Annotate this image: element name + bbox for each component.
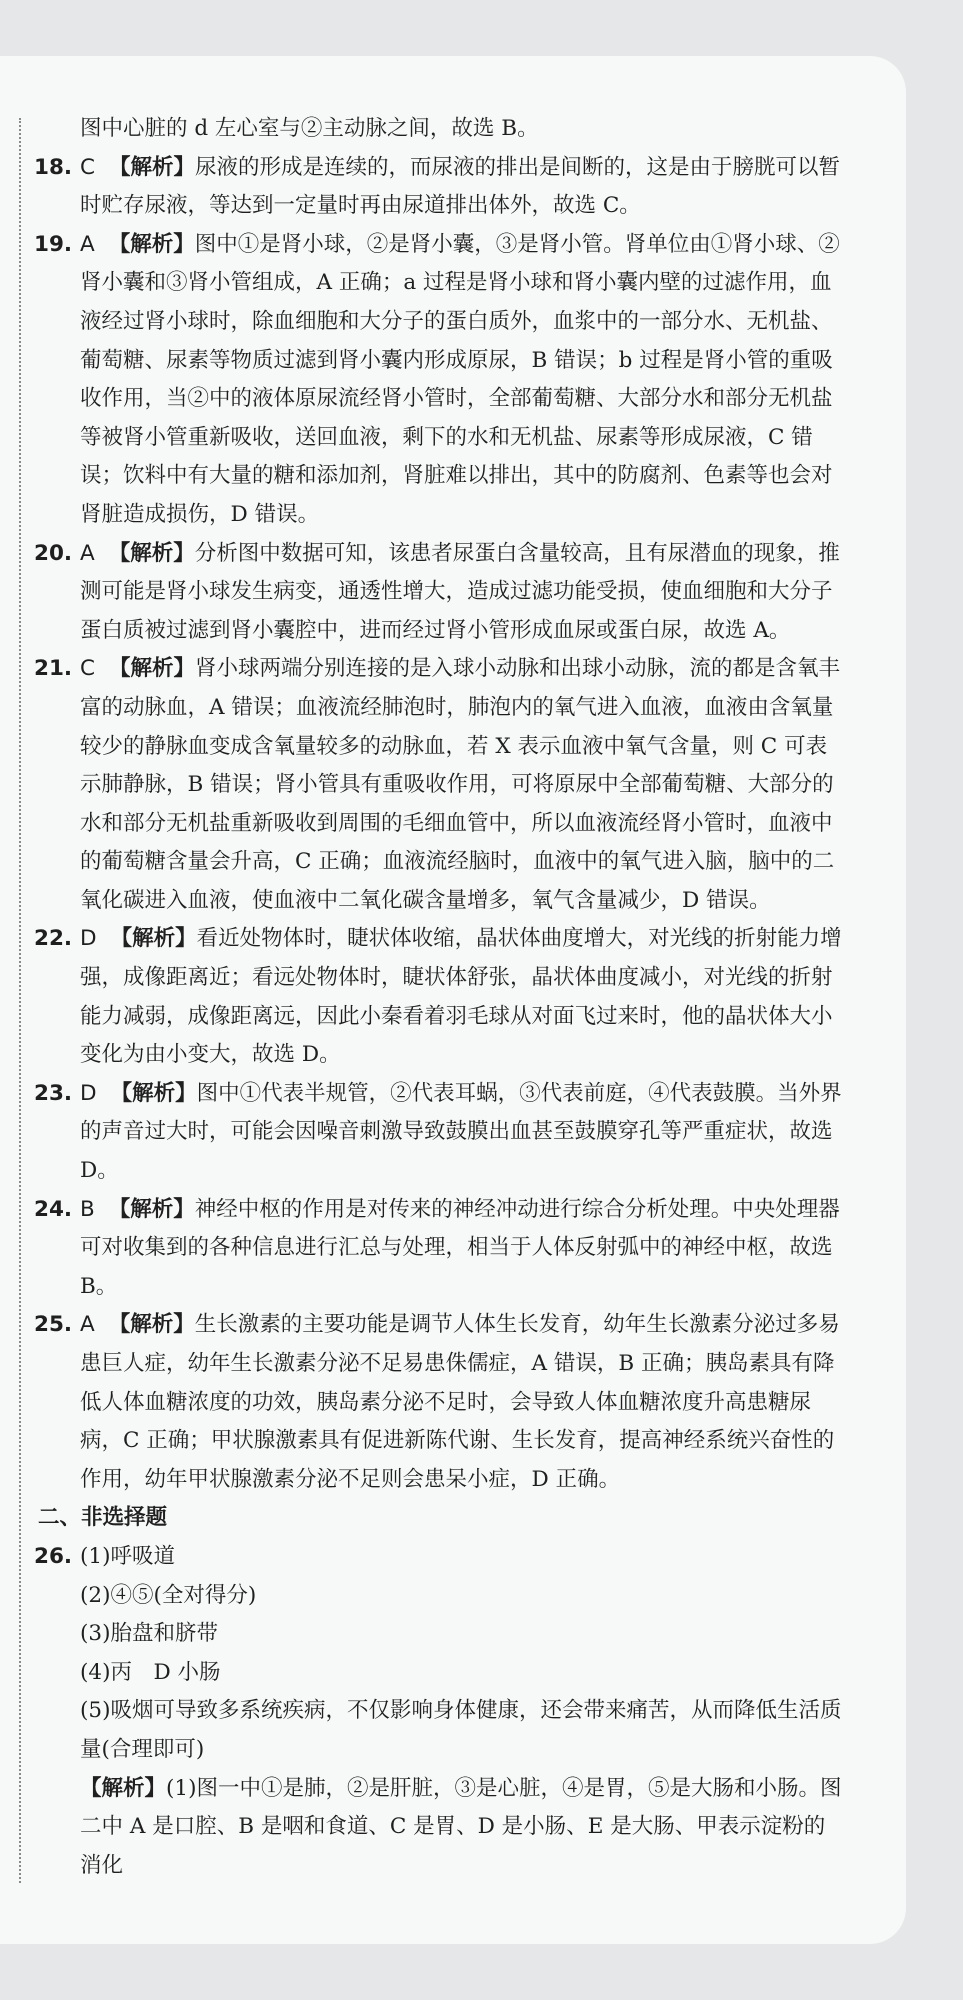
answer-choice: C — [80, 154, 96, 180]
answer-choice: A — [80, 1312, 95, 1338]
analysis-tag: 【解析】 — [108, 540, 195, 566]
analysis-text: 图中①代表半规管，②代表耳蜗，③代表前庭，④代表鼓膜。当外界的声音过大时，可能会因噪音刺激导致鼓膜出血甚至鼓膜穿孔等严重症状，故选 D。 — [80, 1080, 842, 1184]
answer-part: (4)丙 D 小肠 — [80, 1659, 221, 1685]
continuation-text: 图中心脏的 d 左心室与②主动脉之间，故选 B。 — [80, 116, 539, 141]
answer-choice: A — [80, 540, 95, 566]
answer-item — [34, 920, 844, 1074]
analysis-tag: 【解析】 — [108, 1196, 195, 1222]
question-number: 26. — [34, 1543, 73, 1569]
question-number: 18. — [34, 154, 73, 180]
question-number: 20. — [34, 540, 73, 566]
section-title: 二、非选择题 — [38, 1505, 168, 1531]
answer-choice: B — [80, 1196, 95, 1222]
answer-choice: D — [80, 1080, 97, 1106]
answer-item — [34, 1306, 844, 1499]
analysis-text: (1)图一中①是肺，②是肝脏，③是心脏，④是胃，⑤是大肠和小肠。图二中 A 是口腔、B 是咽和食道、C 是胃、D 是小肠、E 是大肠、甲表示淀粉的消化 — [80, 1775, 842, 1878]
analysis-text: 图中①是肾小球，②是肾小囊，③是肾小管。肾单位由①肾小球、②肾小囊和③肾小管组成，A 正确；a 过程是肾小球和肾小囊内壁的过滤作用，血液经过肾小球时，除血细胞和大分子的蛋白质外，血浆中的一部分水、无机盐、葡萄糖、尿素等物质过滤到肾小囊内形成原尿，B 错误；b 过程是肾小管的重吸收作用，当②中的液体原尿流经肾小管时，全部葡萄糖、大部分水和部分无机盐等被肾小管重新吸收，送回血液，剩下的水和无机盐、尿素等形成尿液，C 错误；饮料中有大量的糖和添加剂，肾脏难以排出，其中的防腐剂、色素等也会对肾脏造成损伤，D 错误。 — [80, 231, 840, 527]
question-number: 25. — [34, 1312, 73, 1338]
answer-item — [34, 650, 844, 920]
answer-part: (5)吸烟可导致多系统疾病，不仅影响身体健康，还会带来痛苦，从而降低生活质量(合理即可) — [80, 1698, 842, 1762]
answer-part: (3)胎盘和脐带 — [80, 1621, 218, 1647]
analysis-text: 生长激素的主要功能是调节人体生长发育，幼年生长激素分泌过多易患巨人症，幼年生长激素分泌不足易患侏儒症，A 错误，B 正确；胰岛素具有降低人体血糖浓度的功效，胰岛素分泌不足时，会导致人体血糖浓度升高患糖尿病，C 正确；甲状腺激素具有促进新陈代谢、生长发育，提高神经系统兴奋性的作用，幼年甲状腺激素分泌不足则会患呆小症，D 正确。 — [80, 1312, 840, 1492]
answer-part: (1)呼吸道 — [80, 1543, 175, 1569]
answer-item — [34, 1191, 844, 1307]
analysis-text: 尿液的形成是连续的，而尿液的排出是间断的，这是由于膀胱可以暂时贮存尿液，等达到一定量时再由尿道排出体外，故选 C。 — [80, 154, 841, 219]
answer-item — [34, 226, 844, 535]
answer-choice: A — [80, 231, 95, 257]
margin-divider — [19, 118, 21, 1883]
question-number: 22. — [34, 926, 73, 952]
analysis-text: 神经中枢的作用是对传来的神经冲动进行综合分析处理。中央处理器可对收集到的各种信息进行汇总与处理，相当于人体反射弧中的神经中枢，故选 B。 — [80, 1196, 840, 1299]
question-number: 21. — [34, 656, 73, 682]
answer-part: (2)④⑤(全对得分) — [80, 1582, 257, 1608]
answer-content — [34, 110, 844, 1885]
analysis-tag: 【解析】 — [108, 1312, 195, 1338]
analysis-text: 分析图中数据可知，该患者尿蛋白含量较高，且有尿潜血的现象，推测可能是肾小球发生病变，通透性增大，造成过滤功能受损，使血细胞和大分子蛋白质被过滤到肾小囊腔中，进而经过肾小管形成血尿或蛋白尿，故选 A。 — [80, 540, 840, 643]
analysis-text: 看近处物体时，睫状体收缩，晶状体曲度增大，对光线的折射能力增强，成像距离近；看远处物体时，睫状体舒张，晶状体曲度减小，对光线的折射能力减弱，成像距离远，因此小秦看着羽毛球从对面飞过来时，他的晶状体大小变化为由小变大，故选 D。 — [80, 926, 842, 1068]
question-number: 23. — [34, 1080, 73, 1106]
answer-item — [34, 535, 844, 651]
answer-choice: C — [80, 656, 96, 682]
answer-choice: D — [80, 926, 97, 952]
answer-item — [34, 1075, 844, 1191]
question-number: 19. — [34, 231, 73, 257]
analysis-paragraph — [34, 1770, 844, 1886]
answer-item — [34, 149, 844, 226]
answer-items — [34, 149, 844, 1500]
analysis-tag: 【解析】 — [108, 231, 195, 257]
analysis-tag: 【解析】 — [80, 1775, 167, 1801]
question-number: 24. — [34, 1196, 73, 1222]
analysis-tag: 【解析】 — [109, 154, 196, 180]
question-26 — [34, 1538, 844, 1577]
analysis-text: 肾小球两端分别连接的是入球小动脉和出球小动脉，流的都是含氧丰富的动脉血，A 错误；血液流经肺泡时，肺泡内的氧气进入血液，血液由含氧量较少的静脉血变成含氧量较多的动脉血，若 X 表示血液中氧气含量，则 C 可表示肺静脉，B 错误；肾小管具有重吸收作用，可将原尿中全部葡萄糖、大部分的水和部分无机盐重新吸收到周围的毛细血管中，所以血液流经肾小管时，血液中的葡萄糖含量会升高，C 正确；血液流经脑时，血液中的氧气进入脑，脑中的二氧化碳进入血液，使血液中二氧化碳含量增多，氧气含量减少，D 错误。 — [80, 656, 841, 913]
analysis-tag: 【解析】 — [110, 1080, 197, 1106]
analysis-tag: 【解析】 — [109, 656, 196, 682]
analysis-tag: 【解析】 — [110, 926, 197, 952]
